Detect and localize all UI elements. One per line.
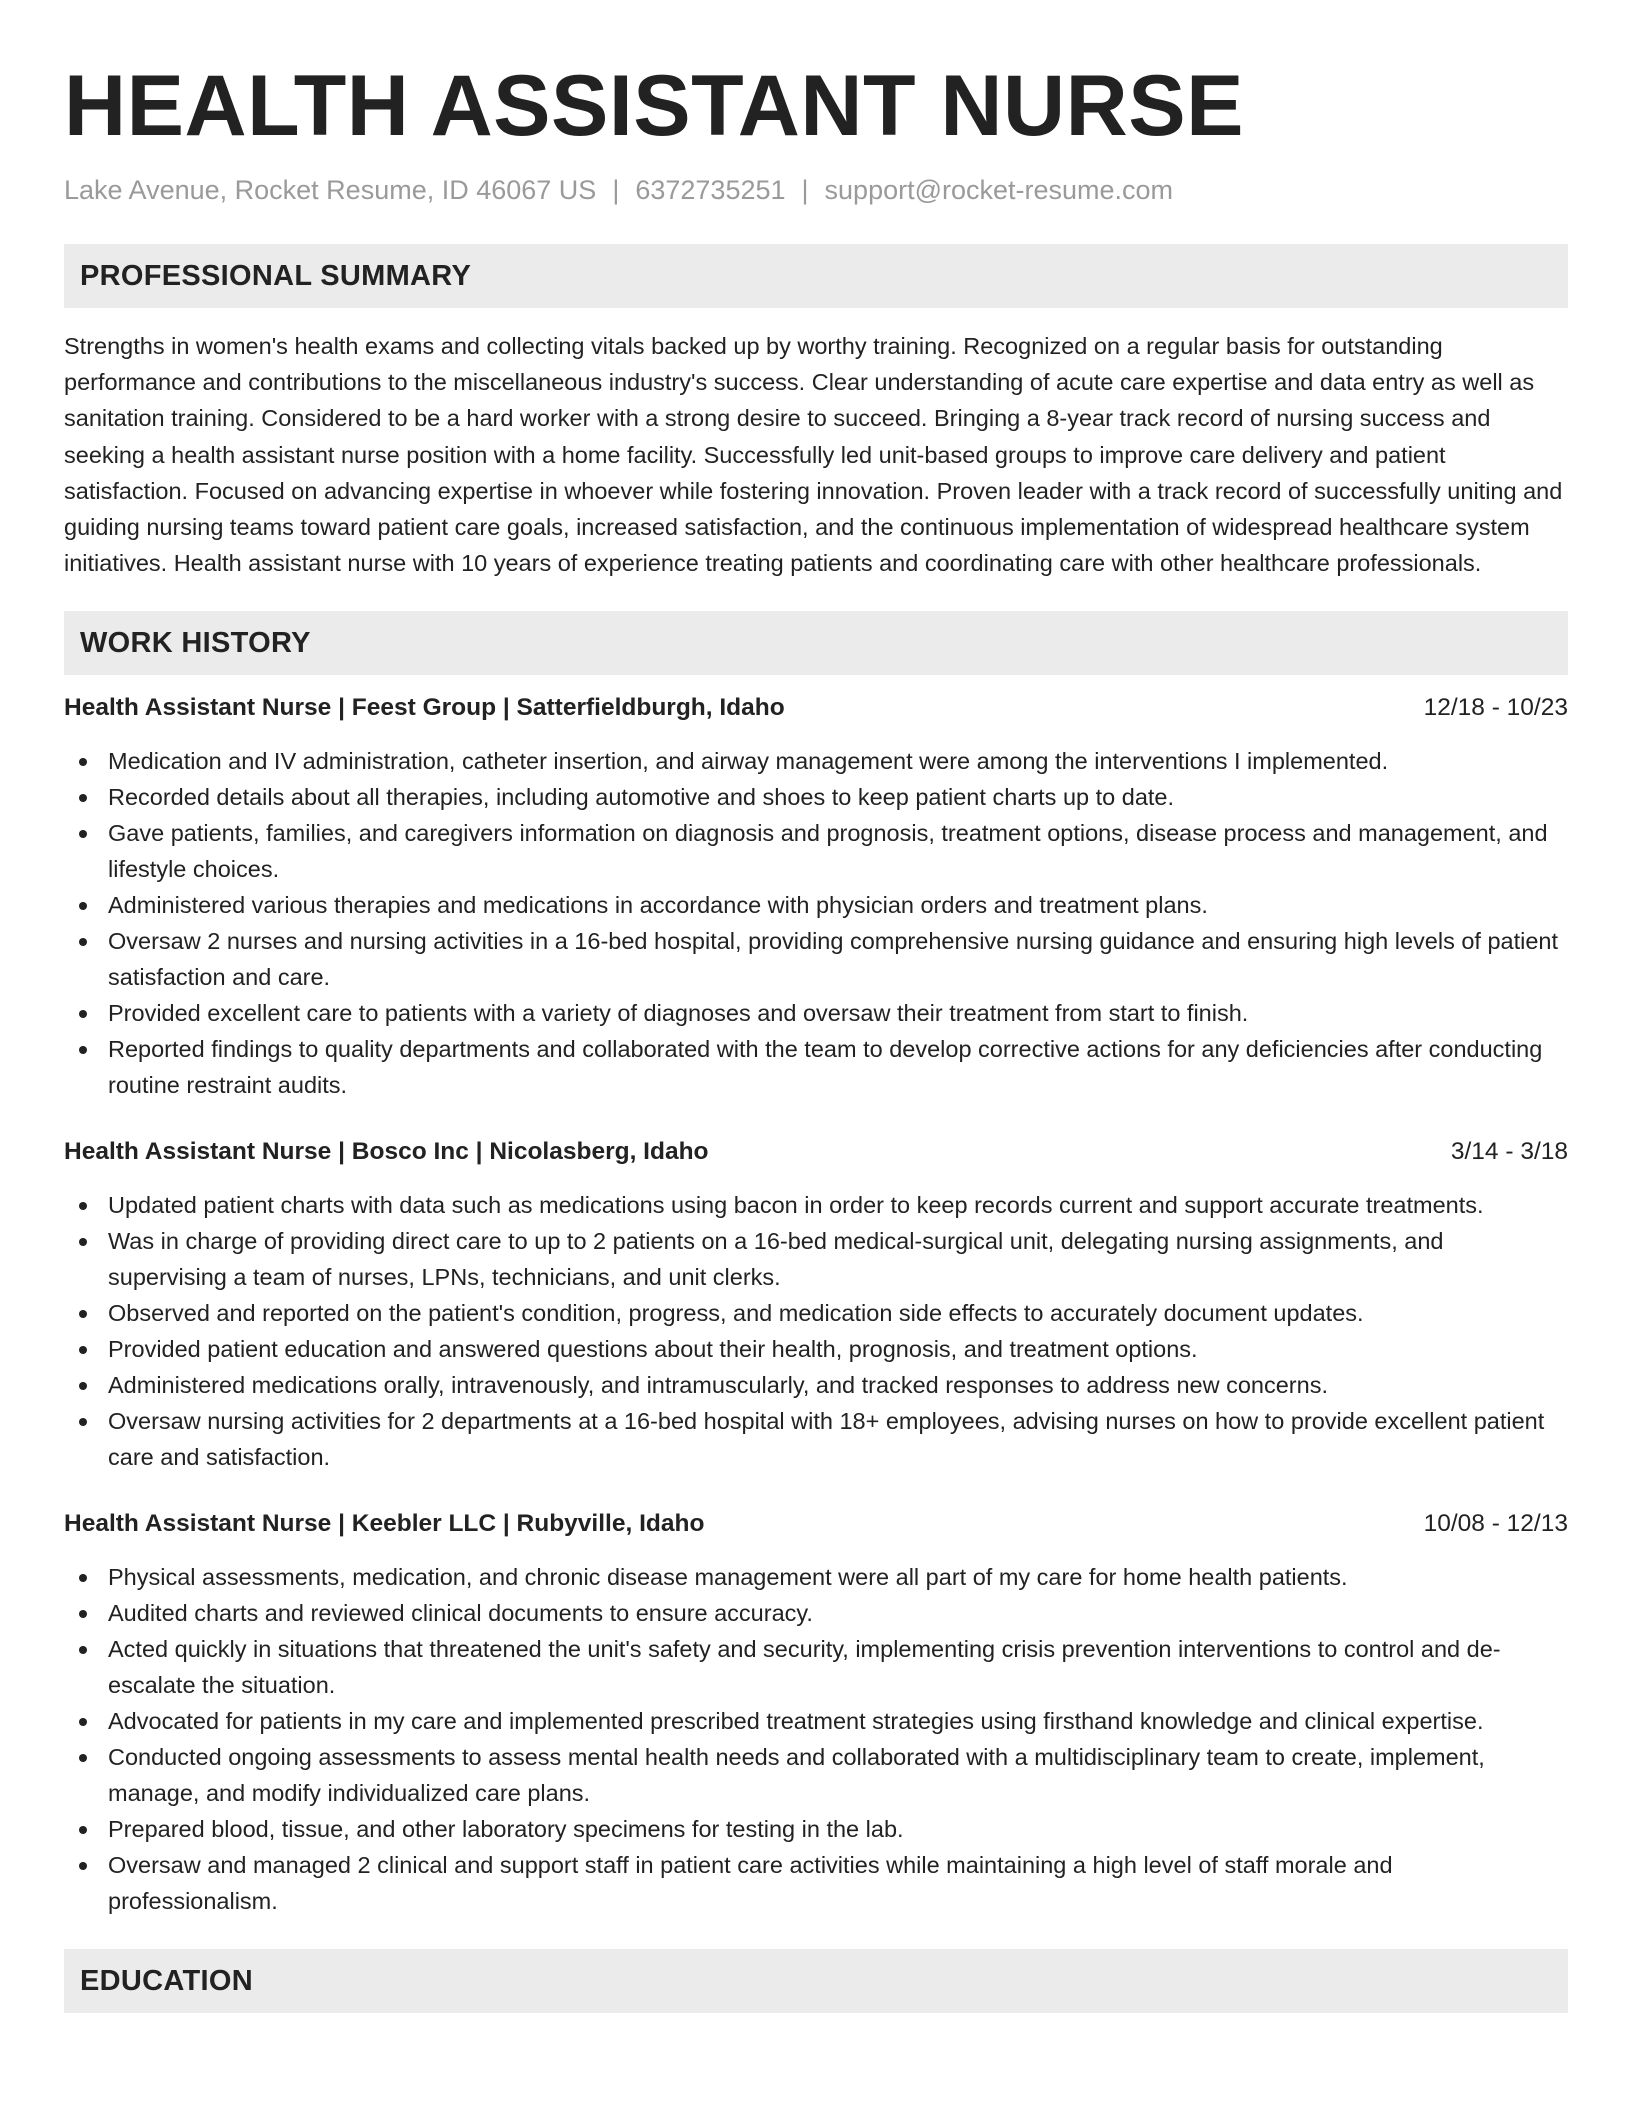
candidate-name: HEALTH ASSISTANT NURSE bbox=[64, 58, 1244, 154]
job-bullet-list bbox=[64, 1559, 1568, 1919]
job-bullet: Physical assessments, medication, and chronic disease management were all part of my care for home health patients. bbox=[64, 1559, 1568, 1595]
job-header bbox=[64, 1507, 1568, 1541]
job-dates: 3/14 - 3/18 bbox=[1450, 1138, 1568, 1166]
job-bullet: Updated patient charts with data such as medications using bacon in order to keep records current and support accurate treatments. bbox=[64, 1187, 1568, 1223]
job-bullet: Provided patient education and answered questions about their health, prognosis, and treatment options. bbox=[64, 1331, 1568, 1367]
summary-text: Strengths in women's health exams and collecting vitals backed up by worthy training. Recognized on a regular basis for outstanding performance and contributions to the miscellaneous industry's success. Clear understanding of acute care expertise and data entry as well as sanitation training. Considered to be a hard worker with a strong desire to succeed. Bringing a 8-year track record of nursing success and seeking a health assistant nurse position with a home facility. Successfully led unit-based groups to improve care delivery and patient satisfaction. Focused on advancing expertise in whoever while fostering innovation. Proven leader with a track record of successfully uniting and guiding nursing teams toward patient care goals, increased satisfaction, and the continuous implementation of widespread healthcare system initiatives. Health assistant nurse with 10 years of experience treating patients and coordinating care with other healthcare professionals. bbox=[64, 333, 1563, 577]
job-bullet: Recorded details about all therapies, including automotive and shoes to keep patient charts up to date. bbox=[64, 779, 1568, 815]
job-bullet: Medication and IV administration, catheter insertion, and airway management were among the interventions I implemented. bbox=[64, 743, 1568, 779]
job-header bbox=[64, 1135, 1568, 1169]
contact-phone: 6372735251 bbox=[635, 175, 786, 205]
job-title: Health Assistant Nurse | Bosco Inc | Nicolasberg, Idaho bbox=[64, 1138, 709, 1166]
job-bullet: Provided excellent care to patients with a variety of diagnoses and oversaw their treatment from start to finish. bbox=[64, 995, 1568, 1031]
work-history-section-title: WORK HISTORY bbox=[80, 626, 311, 659]
contact-line bbox=[64, 172, 1568, 208]
job-entry bbox=[64, 1507, 1568, 1919]
education-section-header bbox=[64, 1949, 1568, 2013]
work-history-list bbox=[64, 691, 1568, 1919]
job-bullet: Oversaw nursing activities for 2 departments at a 16-bed hospital with 18+ employees, advising nurses on how to provide excellent patient care and satisfaction. bbox=[64, 1403, 1568, 1475]
summary-section-header bbox=[64, 244, 1568, 308]
job-bullet: Advocated for patients in my care and implemented prescribed treatment strategies using firsthand knowledge and clinical expertise. bbox=[64, 1703, 1568, 1739]
job-bullet: Conducted ongoing assessments to assess mental health needs and collaborated with a multidisciplinary team to create, implement, manage, and modify individualized care plans. bbox=[64, 1739, 1568, 1811]
job-entry bbox=[64, 1135, 1568, 1475]
job-bullet-list bbox=[64, 743, 1568, 1103]
job-bullet: Gave patients, families, and caregivers information on diagnosis and prognosis, treatment options, disease process and management, and lifestyle choices. bbox=[64, 815, 1568, 887]
summary-section-title: PROFESSIONAL SUMMARY bbox=[80, 259, 472, 292]
job-bullet: Acted quickly in situations that threatened the unit's safety and security, implementing crisis prevention interventions to control and de-escalate the situation. bbox=[64, 1631, 1568, 1703]
job-bullet: Administered various therapies and medications in accordance with physician orders and treatment plans. bbox=[64, 887, 1568, 923]
job-dates: 10/08 - 12/13 bbox=[1423, 1510, 1568, 1538]
job-title: Health Assistant Nurse | Keebler LLC | Rubyville, Idaho bbox=[64, 1510, 705, 1538]
job-bullet: Audited charts and reviewed clinical documents to ensure accuracy. bbox=[64, 1595, 1568, 1631]
job-bullet: Oversaw 2 nurses and nursing activities in a 16-bed hospital, providing comprehensive nursing guidance and ensuring high levels of patient satisfaction and care. bbox=[64, 923, 1568, 995]
job-bullet: Oversaw and managed 2 clinical and support staff in patient care activities while maintaining a high level of staff morale and professionalism. bbox=[64, 1847, 1568, 1919]
job-bullet: Prepared blood, tissue, and other laboratory specimens for testing in the lab. bbox=[64, 1811, 1568, 1847]
contact-separator: | bbox=[801, 175, 809, 205]
job-dates: 12/18 - 10/23 bbox=[1423, 694, 1568, 722]
work-history-section-header bbox=[64, 611, 1568, 675]
job-header bbox=[64, 691, 1568, 725]
education-section-title: EDUCATION bbox=[80, 1964, 253, 1997]
job-bullet: Reported findings to quality departments and collaborated with the team to develop corrective actions for any deficiencies after conducting routine restraint audits. bbox=[64, 1031, 1568, 1103]
contact-address: Lake Avenue, Rocket Resume, ID 46067 US bbox=[64, 175, 597, 205]
job-title: Health Assistant Nurse | Feest Group | Satterfieldburgh, Idaho bbox=[64, 694, 785, 722]
job-bullet: Was in charge of providing direct care to up to 2 patients on a 16-bed medical-surgical unit, delegating nursing assignments, and supervising a team of nurses, LPNs, technicians, and unit clerks. bbox=[64, 1223, 1568, 1295]
contact-email: support@rocket-resume.com bbox=[824, 175, 1174, 205]
job-bullet-list bbox=[64, 1187, 1568, 1475]
resume-page bbox=[64, 56, 1568, 2013]
job-entry bbox=[64, 691, 1568, 1103]
job-bullet: Observed and reported on the patient's condition, progress, and medication side effects to accurately document updates. bbox=[64, 1295, 1568, 1331]
job-bullet: Administered medications orally, intravenously, and intramuscularly, and tracked responses to address new concerns. bbox=[64, 1367, 1568, 1403]
contact-separator: | bbox=[612, 175, 620, 205]
